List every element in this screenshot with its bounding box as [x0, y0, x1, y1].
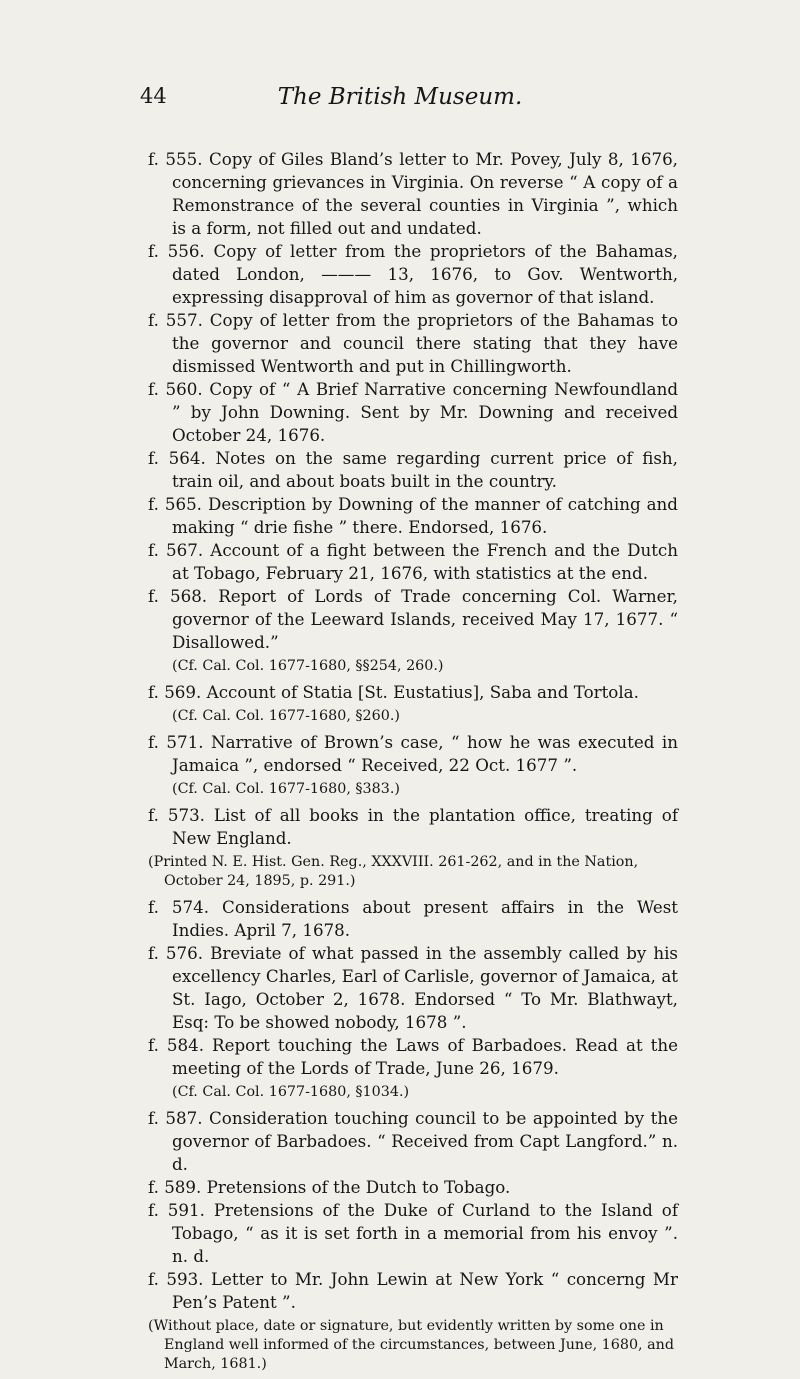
- catalog-entries: [148, 148, 678, 1379]
- catalog-entry: f. 589. Pretensions of the Dutch to Tobago.: [148, 1177, 511, 1197]
- catalog-entry: f. 567. Account of a fight between the French and the Dutch at Tobago, February 21, 1676, with statistics at the end.: [148, 540, 678, 583]
- reference-note: (Cf. Cal. Col. 1677-1680, §383.): [172, 781, 400, 797]
- catalog-entry: f. 564. Notes on the same regarding current price of fish, train oil, and about boats built in the country.: [148, 448, 678, 491]
- catalog-entry: f. 576. Breviate of what passed in the assembly called by his excellency Charles, Earl of Carlisle, governor of Jamaica, at St. Iago, October 2, 1678. Endorsed “ To Mr. Blathwayt, Esq: To be showed nobody, 1678 ”.: [148, 943, 678, 1032]
- catalog-entry: f. 565. Description by Downing of the manner of catching and making “ drie fishe ” there. Endorsed, 1676.: [148, 494, 678, 537]
- reference-note: (Cf. Cal. Col. 1677-1680, §§254, 260.): [172, 658, 444, 674]
- reference-note: (Cf. Cal. Col. 1677-1680, §260.): [172, 708, 400, 724]
- page-number: 44: [140, 84, 167, 108]
- reference-note: (Cf. Cal. Col. 1677-1680, §1034.): [172, 1084, 410, 1100]
- catalog-entry: f. 573. List of all books in the plantation office, treating of New England.: [148, 805, 678, 848]
- reference-note: (Without place, date or signature, but evidently written by some one in England well informed of the circumstances, between June, 1680, and March, 1681.): [148, 1318, 675, 1372]
- catalog-entry: f. 555. Copy of Giles Bland’s letter to Mr. Povey, July 8, 1676, concerning grievances in Virginia. On reverse “ A copy of a Remonstrance of the several counties in Virginia ”, which is a form, not filled out and undated.: [148, 149, 678, 238]
- catalog-entry: f. 593. Letter to Mr. John Lewin at New York “ concerng Mr Pen’s Patent ”.: [148, 1269, 678, 1312]
- catalog-entry: f. 571. Narrative of Brown’s case, “ how he was executed in Jamaica ”, endorsed “ Received, 22 Oct. 1677 ”.: [148, 732, 678, 775]
- catalog-entry: f. 568. Report of Lords of Trade concerning Col. Warner, governor of the Leeward Islands, received May 17, 1677. “ Disallowed.”: [148, 586, 678, 652]
- catalog-entry: f. 569. Account of Statia [St. Eustatius], Saba and Tortola.: [148, 682, 639, 702]
- catalog-entry: f. 584. Report touching the Laws of Barbadoes. Read at the meeting of the Lords of Trade, June 26, 1679.: [148, 1035, 678, 1078]
- reference-note: (Printed N. E. Hist. Gen. Reg., XXXVIII. 261-262, and in the Nation, October 24, 1895, p. 291.): [148, 854, 639, 889]
- catalog-entry: f. 557. Copy of letter from the proprietors of the Bahamas to the governor and council there stating that they have dismissed Wentworth and put in Chillingworth.: [148, 310, 678, 376]
- catalog-entry: f. 556. Copy of letter from the proprietors of the Bahamas, dated London, ——— 13, 1676, to Gov. Wentworth, expressing disapproval of him as governor of that island.: [148, 241, 678, 307]
- catalog-entry: f. 591. Pretensions of the Duke of Curland to the Island of Tobago, “ as it is set forth in a memorial from his envoy ”. n. d.: [148, 1200, 678, 1266]
- catalog-entry: f. 560. Copy of “ A Brief Narrative concerning Newfoundland ” by John Downing. Sent by Mr. Downing and received October 24, 1676.: [148, 379, 678, 445]
- catalog-entry: f. 574. Considerations about present affairs in the West Indies. April 7, 1678.: [148, 897, 678, 940]
- running-header: [0, 84, 800, 114]
- running-title: The British Museum.: [277, 84, 523, 110]
- catalog-entry: f. 587. Consideration touching council to be appointed by the governor of Barbadoes. “ Received from Capt Langford.” n. d.: [148, 1108, 678, 1174]
